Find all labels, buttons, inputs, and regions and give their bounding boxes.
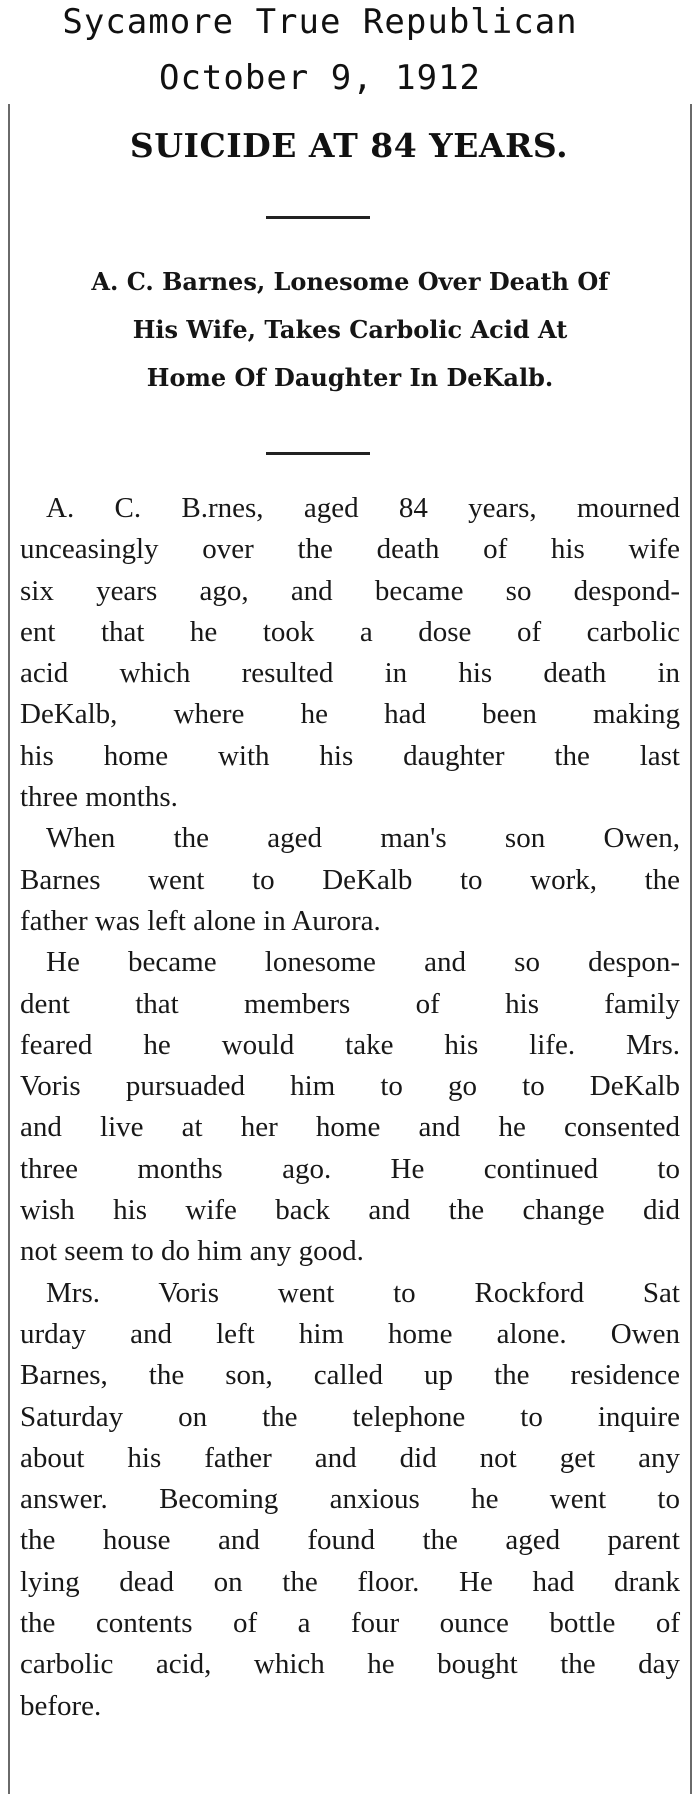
column-border-left (8, 104, 10, 1794)
text-line: dent that members of his family (20, 987, 680, 1020)
divider-rule (266, 452, 370, 455)
text-line: the contents of a four ounce bottle of (20, 1607, 680, 1640)
text-line: DeKalb, where he had been making (20, 698, 680, 731)
text-line: six years ago, and became so despond- (20, 574, 680, 607)
text-line: A. C. B.rnes, aged 84 years, mourned (46, 492, 680, 524)
text-line: When the aged man's son Owen, (46, 822, 680, 855)
text-line: He became lonesome and so despon- (46, 946, 680, 979)
article-paragraph (20, 488, 680, 818)
text-line: not seem to do him any good. (20, 1235, 364, 1268)
headline: SUICIDE AT 84 YEARS. (129, 126, 569, 165)
subheadline (20, 258, 680, 402)
subhead-line: Home Of Daughter In DeKalb. (146, 363, 554, 392)
text-line: acid which resulted in his death in (20, 657, 680, 690)
divider-rule (266, 216, 370, 219)
article-body (20, 488, 680, 1727)
text-line: three months ago. He continued to (20, 1152, 680, 1185)
text-line: unceasingly over the death of his wife (20, 533, 680, 566)
text-line: Voris pursuaded him to go to DeKalb (20, 1070, 680, 1103)
text-line: Mrs. Voris went to Rockford Sat (46, 1276, 680, 1309)
source-date: October 9, 1912 (158, 58, 482, 98)
subhead-line: A. C. Barnes, Lonesome Over Death Of (91, 267, 609, 296)
text-line: and live at her home and he consented (20, 1111, 680, 1144)
text-line: answer. Becoming anxious he went to (20, 1483, 680, 1516)
text-line: the house and found the aged parent (20, 1524, 680, 1557)
subhead-line: His Wife, Takes Carbolic Acid At (132, 315, 568, 344)
text-line: three months. (20, 781, 178, 814)
text-line: father was left alone in Aurora. (20, 904, 381, 937)
text-line: urday and left him home alone. Owen (20, 1317, 680, 1350)
article-paragraph (20, 818, 680, 942)
article-paragraph (20, 1273, 680, 1727)
column-border-right (690, 104, 692, 1794)
text-line: feared he would take his life. Mrs. (20, 1028, 680, 1061)
text-line: his home with his daughter the last (20, 739, 680, 772)
text-line: about his father and did not get any (20, 1441, 680, 1474)
text-line: lying dead on the floor. He had drank (20, 1565, 680, 1598)
text-line: wish his wife back and the change did (20, 1194, 680, 1227)
text-line: Barnes went to DeKalb to work, the (20, 863, 680, 896)
text-line: before. (20, 1689, 102, 1722)
source-title: Sycamore True Republican (62, 2, 578, 42)
text-line: carbolic acid, which he bought the day (20, 1648, 680, 1681)
text-line: Saturday on the telephone to inquire (20, 1400, 680, 1433)
text-line: Barnes, the son, called up the residence (20, 1359, 680, 1392)
article-paragraph (20, 942, 680, 1272)
text-line: ent that he took a dose of carbolic (20, 615, 680, 648)
